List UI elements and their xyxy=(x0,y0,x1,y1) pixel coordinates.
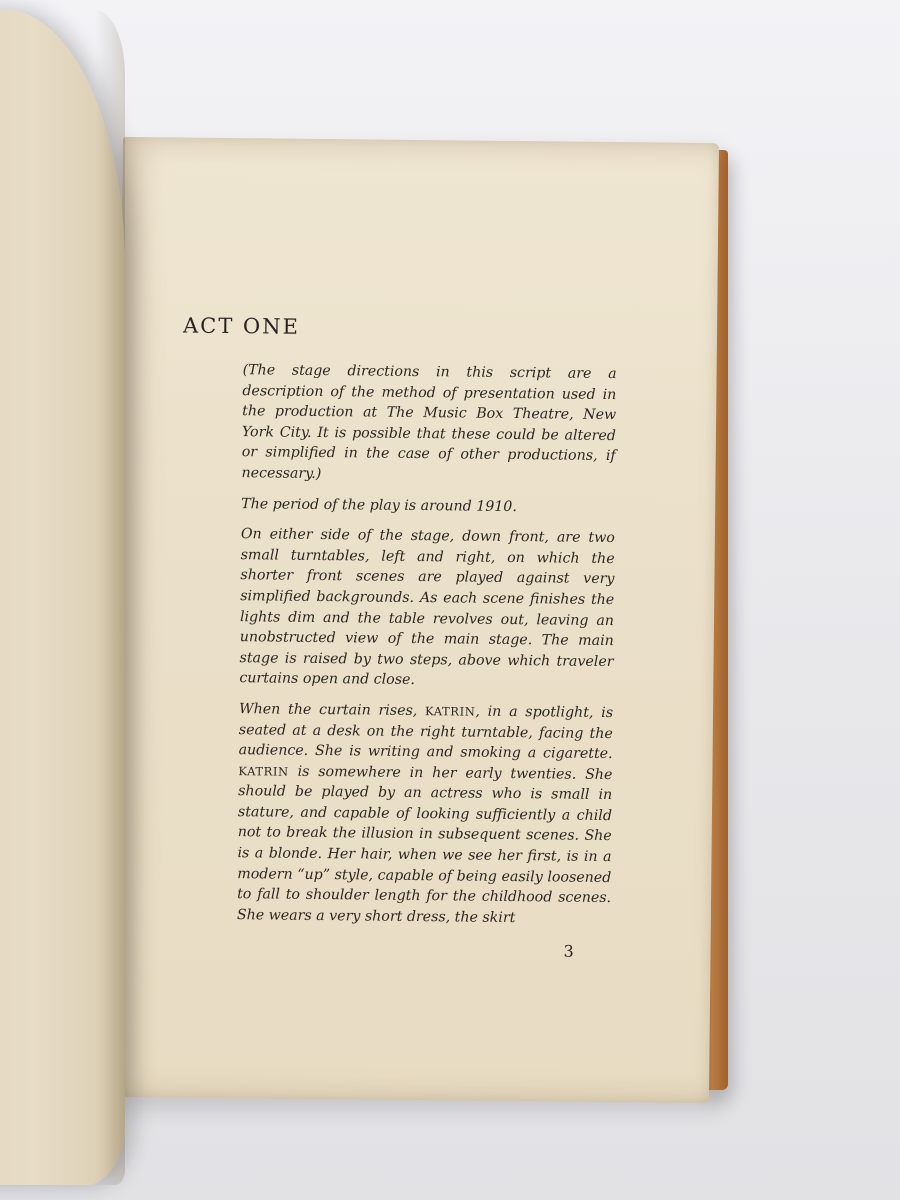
text-segment: is somewhere in her early twenties. She should be played by an actress who is small in stature, and capable of looking sufficiently a child not to break the illusion in subsequent scenes. She is a blonde. Her hair, when we see her first, is in a modern “up” style, capable of being easily loosened to fall to shoulder length for the childhood scenes. She wears a very short dress, the skirt xyxy=(236,763,613,926)
page-number: 3 xyxy=(563,941,574,961)
character-name: KATRIN xyxy=(238,763,289,779)
left-page-curl xyxy=(0,10,125,1185)
text-segment: When the curtain rises, xyxy=(238,701,426,720)
act-heading: ACT ONE xyxy=(182,313,301,339)
paragraph-stage-setup: On either side of the stage, down front, are two small turntables, left and right, on which the shorter front scenes are played against very simplified backgrounds. As each scene finishes the lights dim and the table revolves out, leaving an unobstructed view of the main stage. The main stage is raised by two steps, above which traveler curtains open and close. xyxy=(239,526,615,689)
paragraph-presentation-note: (The stage directions in this script are a description of the method of presentation used in the production at The Music Box Theatre, New York City. It is possible that these could be altered or simplified in the case of other productions, if necessary.) xyxy=(241,362,617,482)
stage-directions xyxy=(237,360,617,939)
book-page xyxy=(113,137,719,1103)
character-name: KATRIN xyxy=(425,704,476,719)
text-segment: , in a spotlight, is seated at a desk on the right turntable, facing the audience. She is writing and smoking a cigarette. xyxy=(238,703,614,763)
paragraph-curtain-rises xyxy=(237,699,613,929)
paragraph-period: The period of the play is around 1910. xyxy=(241,495,517,515)
